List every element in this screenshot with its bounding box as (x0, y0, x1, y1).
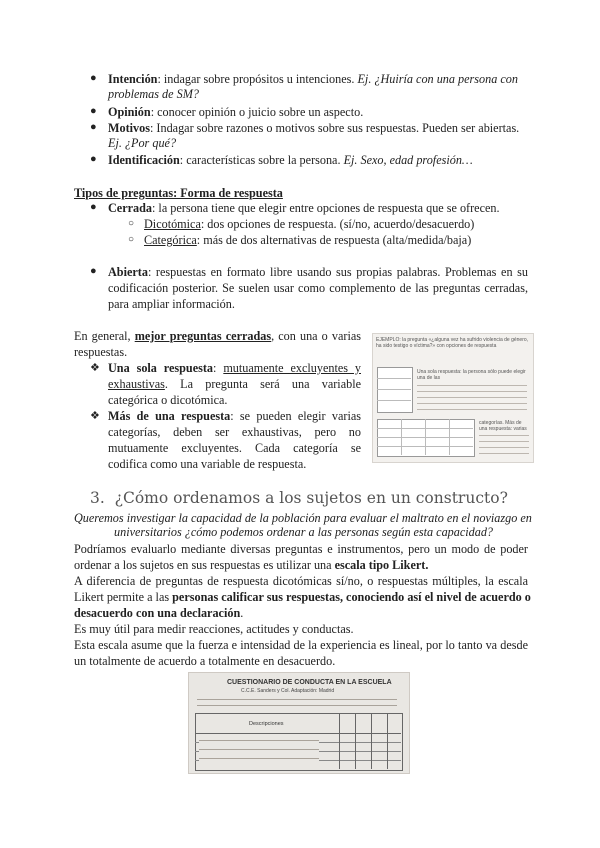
bullet-dot: ● (90, 265, 97, 277)
bullet-motivos: Motivos: Indagar sobre razones o motivos sobre sus respuestas. Pueden ser abiertas. (108, 121, 520, 135)
para2-line2: Likert permite a las personas calificar sus respuestas, conociendo así el nivel de acuerdo o (74, 590, 531, 604)
bullet-dot: ● (90, 121, 97, 133)
para1-line1: Podríamos evaluarlo mediante diversas preguntas e instrumentos, pero un modo de poder (74, 542, 528, 556)
italic-question-line1: Queremos investigar la capacidad de la población para evaluar el maltrato en el noviazgo en (74, 511, 532, 525)
bullet-identificacion: Identificación: características sobre la persona. Ej. Sexo, edad profesión… (108, 153, 473, 167)
diamond-bullet: ❖ (90, 362, 100, 374)
example-figure (372, 333, 534, 463)
para2-line3: desacuerdo con una declaración. (74, 606, 244, 620)
para1-line2: ordenar a los sujetos en sus respuestas es utilizar una escala tipo Likert. (74, 558, 429, 572)
sub-item-dicotomica: Dicotómica: dos opciones de respuesta. (sí/no, acuerdo/desacuerdo) (144, 217, 475, 231)
section-title: Tipos de preguntas: Forma de respuesta (74, 186, 283, 200)
bullet-abierta: Abierta: respuestas en formato libre usando sus propias palabras. Problemas en su (108, 265, 528, 279)
mas-de-una-line3: mutuamente excluyentes. Cada categoría se (108, 441, 361, 455)
bullet-intencion: Intención: indagar sobre propósitos u intenciones. Ej. ¿Huiría con una persona con (108, 72, 518, 86)
bullet-opinion: Opinión: conocer opinión o juicio sobre un aspecto. (108, 105, 364, 119)
bullet-motivos-cont: Ej. ¿Por qué? (108, 136, 177, 150)
abierta-line3: para ampliar información. (108, 297, 235, 311)
una-sola-line1: Una sola respuesta: mutuamente excluyentes y (108, 361, 361, 375)
bullet-dot: ● (90, 153, 97, 165)
figure-caption: EJEMPLO: la pregunta «¿alguna vez ha sufrido violencia de género, ha sido testigo o víctima?» con opciones de respuesta (376, 337, 529, 349)
bullet-cerrada: Cerrada: la persona tiene que elegir entre opciones de respuesta que se ofrecen. (108, 201, 500, 215)
mas-de-una-line2: categorías, deben ser exhaustivas, pero no (108, 425, 361, 439)
figure-table-right (377, 419, 475, 457)
bullet-dot: ● (90, 72, 97, 84)
abierta-line2: codificación posterior. Se suelen usar como complemento de las preguntas cerradas, (108, 281, 528, 295)
sub-item-categorica: Categórica: más de dos alternativas de respuesta (alta/medida/baja) (144, 233, 472, 247)
para2-line1: A diferencia de preguntas de respuesta dicotómicas sí/no, o respuestas múltiples, la escala (74, 574, 528, 588)
mas-de-una-line1: Más de una respuesta: se pueden elegir varias (108, 409, 361, 423)
diamond-bullet: ❖ (90, 410, 100, 422)
para4-line1: Esta escala asume que la fuerza e intensidad de la experiencia es lineal, por lo tanto va desde (74, 638, 528, 652)
figure-text-2: categorías. Más de una respuesta: varias (479, 420, 527, 432)
questionnaire-title: CUESTIONARIO DE CONDUCTA EN LA ESCUELA (227, 679, 392, 686)
general-line2: respuestas. (74, 345, 128, 359)
circle-bullet: ○ (128, 234, 135, 245)
bullet-dot: ● (90, 201, 97, 213)
questionnaire-image (188, 672, 410, 774)
para4-line2: un totalmente de acuerdo a totalmente en desacuerdo. (74, 654, 336, 668)
una-sola-line3: categórica o dicotómica. (108, 393, 228, 407)
general-line1: En general, mejor preguntas cerradas, con una o varias (74, 329, 361, 343)
bullet-intencion-cont: problemas de SM? (108, 87, 199, 101)
bullet-dot: ● (90, 105, 97, 117)
circle-bullet: ○ (128, 218, 135, 229)
figure-table-left (377, 367, 413, 413)
figure-text-1: Una sola respuesta: la persona sólo puede elegir una de las (417, 369, 526, 381)
mas-de-una-line4: codifica como una variable de respuesta. (108, 457, 307, 471)
questionnaire-subtitle: C.C.E. Sanders y Col. Adaptación: Madrid (241, 688, 335, 694)
questionnaire-column-header: Descripciones (249, 721, 284, 727)
para3: Es muy útil para medir reacciones, actitudes y conductas. (74, 622, 354, 636)
italic-question-line2: universitarios ¿cómo podemos ordenar a las personas según esta capacidad? (114, 525, 494, 539)
una-sola-line2: exhaustivas. La pregunta será una variable (108, 377, 361, 391)
section-3-heading: 3. ¿Cómo ordenamos a los sujetos en un constructo? (90, 489, 508, 507)
